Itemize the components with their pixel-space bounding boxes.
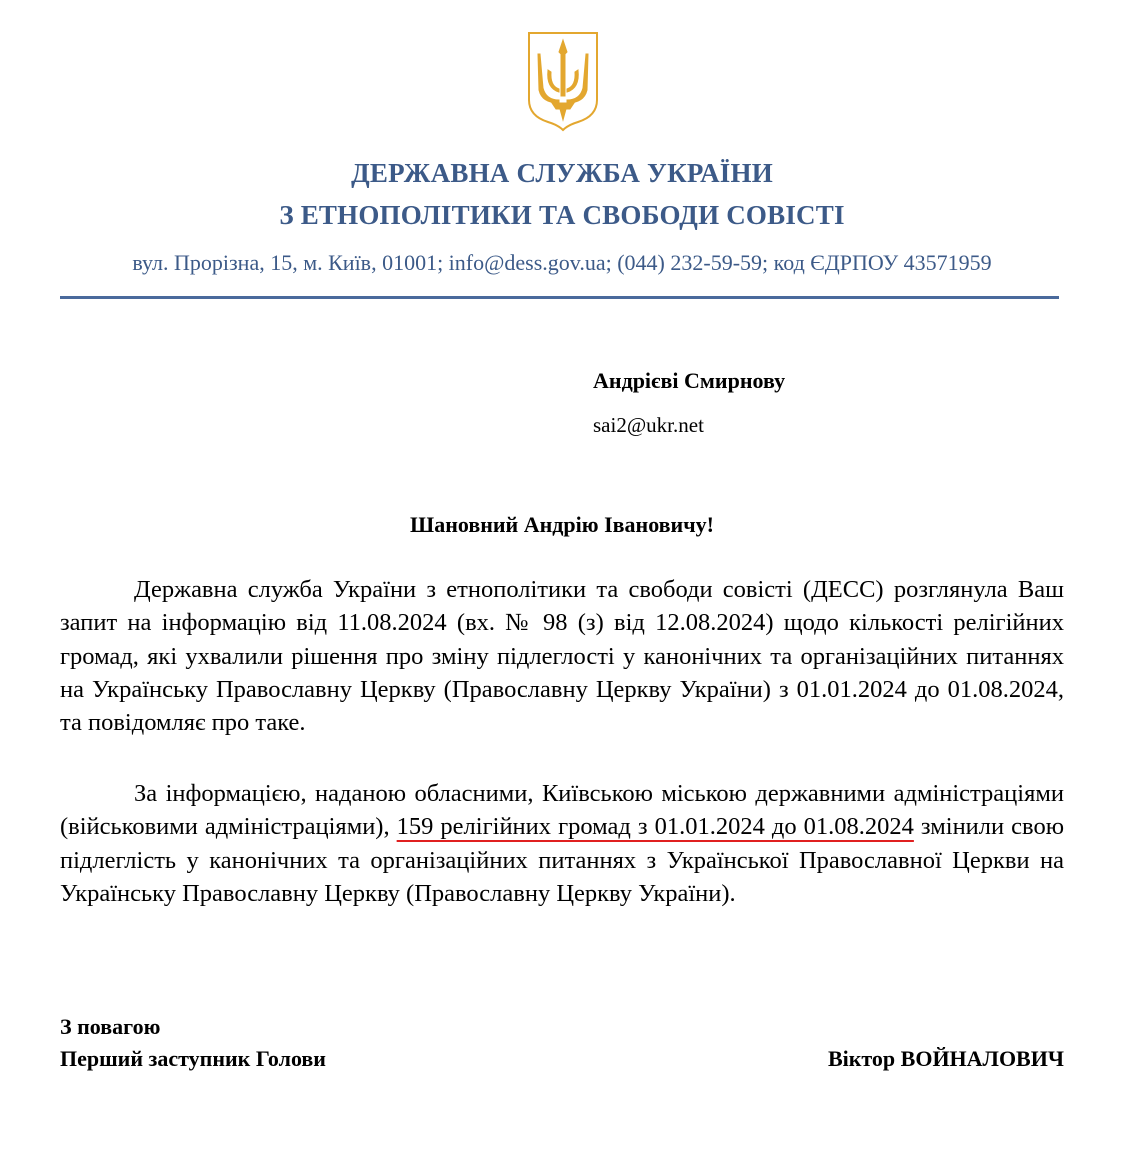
salutation: Шановний Андрію Івановичу! [410,512,714,537]
closing-phrase: З повагою [60,1014,161,1039]
body-paragraph-2 [60,777,1064,910]
paragraph-2-text-start: За інформацією, наданою обласними, Київською міською державними адміністраціями (військовими адміністраціями), [60,780,1064,841]
recipient-email: sai2@ukr.net [593,413,704,437]
signer-position: Перший заступник Голови [60,1046,326,1071]
paragraph-2-text-end: змінили свою підлеглість у канонічних та організаційних питаннях з Української Православної Церкви на Українську Православну Церкву (Православну Церкву України). [60,813,1065,907]
org-contacts: вул. Прорізна, 15, м. Київ, 01001; info@dess.gov.ua; (044) 232-59-59; код ЄДРПОУ 43571959 [132,250,992,275]
coat-of-arms-trident-icon [526,30,600,132]
header-divider [60,296,1059,299]
highlighted-statistic: 159 релігійних громад з 01.01.2024 до 01.08.2024 [396,813,914,841]
signer-name: Віктор ВОЙНАЛОВИЧ [827,1046,1064,1071]
org-title-line2: З ЕТНОПОЛІТИКИ ТА СВОБОДИ СОВІСТІ [279,200,845,230]
recipient-name: Андрієві Смирнову [593,368,786,393]
org-title-line1: ДЕРЖАВНА СЛУЖБА УКРАЇНИ [351,158,773,188]
body-paragraph-1: Державна служба України з етнополітики та свободи совісті (ДЕСС) розглянула Ваш запит на інформацію від 11.08.2024 (вх. № 98 (з) від 12.08.2024) щодо кількості релігійних громад, які ухвалили рішення про зміну підлеглості у канонічних та організаційних питаннях на Українську Православну Церкву (Православну Церкву України) з 01.01.2024 до 01.08.2024, та повідомляє про таке. [60,576,1064,737]
